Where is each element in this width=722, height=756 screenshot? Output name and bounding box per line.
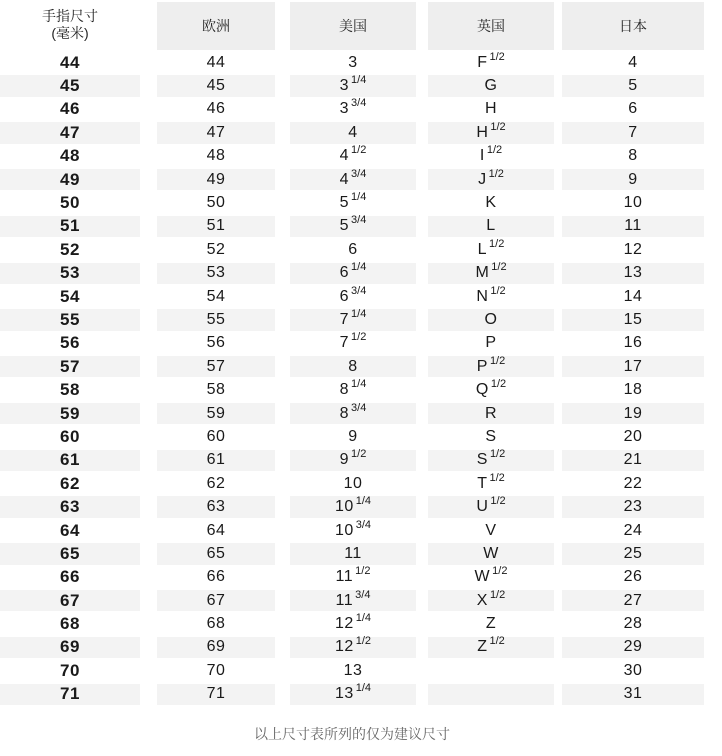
size-table-body [0, 51, 722, 706]
cell-uk-letter: W [483, 544, 499, 562]
cell-uk [428, 473, 554, 494]
cell-us-fraction: 1/2 [355, 565, 371, 578]
cell-jp: 14 [623, 287, 643, 305]
cell-jp: 30 [623, 661, 643, 679]
cell-uk-letter: K [485, 194, 497, 212]
cell-us [290, 192, 416, 213]
cell-us-whole: 11 [335, 568, 354, 586]
cell-us [290, 75, 416, 96]
cell-eu: 66 [206, 568, 226, 586]
cell-us [290, 379, 416, 400]
cell-jp: 24 [623, 521, 643, 539]
table-row [0, 472, 722, 495]
cell-eu: 50 [206, 194, 226, 212]
cell-us-fraction: 1/2 [351, 448, 367, 461]
cell-mm: 50 [0, 192, 140, 213]
cell-jp: 17 [562, 356, 704, 377]
cell-eu: 55 [157, 309, 275, 330]
cell-us [290, 473, 416, 494]
cell-us-fraction: 1/4 [355, 495, 372, 508]
cell-jp: 26 [623, 568, 643, 586]
table-row [0, 683, 722, 706]
cell-uk [428, 426, 554, 447]
cell-eu: 47 [157, 122, 275, 143]
cell-uk [428, 122, 554, 143]
cell-uk-letter: O [484, 310, 498, 328]
cell-mm: 57 [0, 356, 140, 377]
cell-us-whole: 12 [334, 615, 354, 633]
cell-mm: 61 [0, 450, 140, 471]
cell-eu: 68 [206, 615, 226, 633]
cell-uk [428, 567, 554, 588]
table-row [0, 51, 722, 74]
cell-eu: 58 [206, 381, 226, 399]
cell-uk [428, 590, 554, 611]
cell-us [290, 239, 416, 260]
table-row [0, 542, 722, 565]
cell-uk [428, 309, 554, 330]
cell-eu: 63 [157, 496, 275, 517]
cell-us [290, 146, 416, 167]
cell-us [290, 543, 416, 564]
cell-us [290, 660, 416, 681]
cell-us-whole: 3 [339, 77, 350, 95]
cell-us-fraction: 1/4 [351, 74, 367, 87]
cell-eu: 56 [206, 334, 226, 352]
cell-us-whole: 7 [339, 310, 350, 328]
cell-us-whole: 10 [334, 521, 354, 539]
cell-us-whole: 13 [343, 661, 363, 679]
cell-us-fraction: 1/2 [351, 331, 367, 344]
cell-mm: 48 [0, 146, 140, 167]
cell-mm: 71 [0, 684, 140, 705]
cell-uk [428, 263, 554, 284]
cell-us-whole: 4 [339, 170, 350, 188]
cell-jp: 13 [562, 263, 704, 284]
table-row [0, 636, 722, 659]
cell-mm: 63 [0, 496, 140, 517]
cell-eu: 51 [157, 216, 275, 237]
table-row [0, 355, 722, 378]
cell-us-fraction: 1/4 [355, 612, 372, 625]
cell-eu: 57 [157, 356, 275, 377]
cell-us [290, 309, 416, 330]
cell-us-whole: 9 [339, 451, 350, 469]
cell-uk [428, 403, 554, 424]
table-row [0, 566, 722, 589]
cell-jp: 31 [562, 684, 704, 705]
cell-us [290, 122, 416, 143]
cell-uk-fraction: 1/2 [490, 120, 506, 133]
cell-uk-letter: H [476, 123, 489, 141]
cell-uk [428, 450, 554, 471]
cell-jp: 7 [562, 122, 704, 143]
cell-uk-fraction: 1/2 [488, 167, 504, 180]
table-row [0, 285, 722, 308]
table-row [0, 168, 722, 191]
cell-us-whole: 4 [339, 147, 350, 165]
table-row [0, 145, 722, 168]
cell-uk-letter: F [477, 53, 488, 71]
header-uk: 英国 [428, 2, 554, 50]
cell-us-fraction: 1/2 [355, 635, 372, 648]
cell-jp: 16 [623, 334, 643, 352]
cell-eu: 49 [157, 169, 275, 190]
cell-mm: 53 [0, 263, 140, 284]
cell-mm: 58 [0, 379, 140, 400]
cell-us-whole: 5 [339, 217, 350, 235]
table-row [0, 402, 722, 425]
cell-jp: 18 [623, 381, 643, 399]
cell-uk [428, 356, 554, 377]
table-row [0, 495, 722, 518]
cell-us-fraction: 1/4 [351, 378, 367, 391]
cell-us [290, 637, 416, 658]
cell-jp: 29 [562, 637, 704, 658]
cell-uk-fraction: 1/2 [489, 588, 506, 601]
cell-mm: 52 [0, 239, 140, 260]
cell-mm: 55 [0, 309, 140, 330]
cell-us-fraction: 3/4 [355, 588, 371, 601]
cell-us-whole: 6 [339, 264, 350, 282]
header-jp: 日本 [562, 2, 704, 50]
cell-us-whole: 3 [339, 100, 350, 118]
cell-us [290, 426, 416, 447]
cell-us [290, 567, 416, 588]
header-finger-size-line1: 手指尺寸 [42, 8, 98, 24]
cell-mm: 68 [0, 613, 140, 634]
cell-us [290, 216, 416, 237]
table-row [0, 121, 722, 144]
cell-us-fraction: 1/4 [351, 261, 367, 274]
cell-us-whole: 8 [339, 381, 350, 399]
cell-mm: 66 [0, 567, 140, 588]
cell-us [290, 356, 416, 377]
cell-us-fraction: 3/4 [351, 284, 367, 297]
cell-uk [428, 684, 554, 705]
cell-uk-letter: H [484, 100, 498, 118]
table-row [0, 378, 722, 401]
cell-us [290, 333, 416, 354]
cell-uk-letter: G [484, 77, 498, 95]
cell-mm: 69 [0, 637, 140, 658]
cell-jp: 23 [562, 496, 704, 517]
cell-eu: 48 [206, 147, 226, 165]
cell-us-fraction: 3/4 [351, 167, 367, 180]
cell-us [290, 169, 416, 190]
cell-jp: 21 [562, 450, 704, 471]
cell-uk-letter: Z [477, 638, 488, 656]
cell-us [290, 520, 416, 541]
cell-jp: 28 [623, 615, 643, 633]
cell-eu: 71 [157, 684, 275, 705]
table-row [0, 425, 722, 448]
cell-us-whole: 6 [339, 287, 350, 305]
cell-mm: 45 [0, 75, 140, 96]
cell-eu: 53 [157, 263, 275, 284]
cell-mm: 54 [0, 286, 140, 307]
cell-uk-fraction: 1/2 [491, 261, 507, 274]
cell-us-whole: 12 [334, 638, 354, 656]
table-row [0, 191, 722, 214]
cell-uk-fraction: 1/2 [489, 635, 505, 648]
cell-us-whole: 10 [343, 474, 363, 492]
cell-uk [428, 543, 554, 564]
cell-uk-fraction: 1/2 [486, 144, 503, 157]
cell-uk-letter: X [476, 591, 488, 609]
cell-us-fraction: 1/4 [351, 191, 367, 204]
cell-mm: 70 [0, 660, 140, 681]
cell-eu: 65 [157, 543, 275, 564]
cell-us-whole: 13 [334, 685, 354, 703]
header-finger-size-unit: (毫米) [51, 25, 89, 41]
table-row [0, 98, 722, 121]
cell-uk [428, 520, 554, 541]
cell-jp: 10 [623, 194, 643, 212]
cell-eu: 54 [206, 287, 226, 305]
cell-uk-letter: P [476, 357, 488, 375]
cell-us-whole: 3 [348, 53, 358, 71]
cell-uk-letter: Q [475, 381, 489, 399]
cell-uk [428, 496, 554, 517]
cell-uk [428, 192, 554, 213]
cell-us-fraction: 3/4 [351, 214, 367, 227]
cell-jp: 9 [562, 169, 704, 190]
cell-eu: 67 [157, 590, 275, 611]
cell-mm: 56 [0, 333, 140, 354]
cell-uk-letter: J [478, 170, 487, 188]
cell-jp: 25 [562, 543, 704, 564]
cell-us [290, 286, 416, 307]
cell-us-whole: 11 [335, 591, 354, 609]
cell-uk [428, 613, 554, 634]
cell-us-fraction: 1/4 [351, 307, 367, 320]
cell-us-whole: 9 [348, 427, 358, 445]
cell-uk-letter: I [479, 147, 485, 165]
cell-uk [428, 286, 554, 307]
cell-mm: 59 [0, 403, 140, 424]
cell-eu: 60 [206, 427, 226, 445]
table-row [0, 238, 722, 261]
table-row [0, 519, 722, 542]
cell-eu: 69 [157, 637, 275, 658]
cell-uk [428, 99, 554, 120]
cell-jp: 6 [628, 100, 638, 118]
header-eu: 欧洲 [157, 2, 275, 50]
table-row [0, 449, 722, 472]
cell-jp: 4 [628, 53, 638, 71]
cell-us [290, 403, 416, 424]
cell-uk-letter: M [475, 264, 490, 282]
cell-mm: 67 [0, 590, 140, 611]
cell-us-whole: 7 [339, 334, 350, 352]
cell-uk-letter: U [476, 498, 489, 516]
cell-uk-fraction: 1/2 [489, 354, 506, 367]
cell-us-fraction: 1/2 [351, 144, 367, 157]
cell-eu: 70 [206, 661, 226, 679]
cell-uk-fraction: 1/2 [490, 495, 506, 508]
cell-jp: 20 [623, 427, 643, 445]
cell-eu: 64 [206, 521, 226, 539]
cell-us-fraction: 3/4 [355, 518, 372, 531]
cell-eu: 44 [206, 53, 226, 71]
cell-uk [428, 333, 554, 354]
cell-eu: 62 [206, 474, 226, 492]
cell-uk [428, 660, 554, 681]
cell-jp: 15 [562, 309, 704, 330]
table-row [0, 262, 722, 285]
cell-us [290, 52, 416, 73]
cell-eu: 45 [157, 75, 275, 96]
cell-us [290, 590, 416, 611]
cell-jp: 11 [562, 216, 704, 237]
cell-us-whole: 8 [339, 404, 350, 422]
header-us: 美国 [290, 2, 416, 50]
cell-uk [428, 379, 554, 400]
cell-uk-fraction: 1/2 [489, 471, 505, 484]
cell-uk-fraction: 1/2 [492, 565, 508, 578]
cell-uk-fraction: 1/2 [490, 378, 507, 391]
cell-uk-letter: L [477, 240, 488, 258]
cell-mm: 49 [0, 169, 140, 190]
table-row [0, 74, 722, 97]
cell-eu: 59 [157, 403, 275, 424]
cell-us [290, 450, 416, 471]
cell-us [290, 263, 416, 284]
cell-us-whole: 4 [348, 123, 358, 141]
table-row [0, 308, 722, 331]
cell-mm: 64 [0, 520, 140, 541]
cell-mm: 51 [0, 216, 140, 237]
cell-jp: 22 [623, 474, 643, 492]
cell-mm: 65 [0, 543, 140, 564]
cell-uk-letter: V [485, 521, 497, 539]
cell-uk-letter: P [485, 334, 497, 352]
cell-uk-letter: N [476, 287, 489, 305]
cell-us-whole: 6 [348, 240, 358, 258]
cell-uk [428, 216, 554, 237]
cell-eu: 46 [206, 100, 226, 118]
cell-uk-fraction: 1/2 [489, 237, 505, 250]
cell-uk-letter: Z [485, 615, 497, 633]
cell-mm: 47 [0, 122, 140, 143]
cell-uk [428, 146, 554, 167]
cell-uk-letter: L [486, 217, 496, 235]
cell-uk [428, 75, 554, 96]
header-finger-size [0, 5, 140, 45]
cell-uk-letter: W [474, 568, 491, 586]
cell-jp: 5 [562, 75, 704, 96]
cell-uk-fraction: 1/2 [490, 284, 506, 297]
table-row [0, 589, 722, 612]
cell-mm: 46 [0, 99, 140, 120]
cell-uk-letter: R [484, 404, 498, 422]
cell-us-whole: 10 [334, 498, 354, 516]
cell-uk-letter: T [477, 474, 488, 492]
cell-us [290, 496, 416, 517]
cell-jp: 12 [623, 240, 643, 258]
table-row [0, 612, 722, 635]
cell-us-fraction: 3/4 [351, 401, 367, 414]
cell-mm: 60 [0, 426, 140, 447]
cell-jp: 19 [562, 403, 704, 424]
cell-us [290, 99, 416, 120]
cell-uk-fraction: 1/2 [489, 448, 506, 461]
cell-us-whole: 8 [348, 357, 358, 375]
cell-us [290, 684, 416, 705]
table-row [0, 659, 722, 682]
cell-uk-letter: S [485, 427, 497, 445]
cell-mm: 62 [0, 473, 140, 494]
table-row [0, 332, 722, 355]
cell-us-fraction: 1/4 [355, 682, 372, 695]
cell-us [290, 613, 416, 634]
cell-jp: 8 [628, 147, 638, 165]
table-row [0, 215, 722, 238]
cell-uk [428, 239, 554, 260]
cell-uk [428, 52, 554, 73]
cell-uk [428, 169, 554, 190]
cell-uk [428, 637, 554, 658]
cell-uk-fraction: 1/2 [489, 50, 505, 63]
cell-eu: 61 [157, 450, 275, 471]
cell-us-whole: 11 [344, 544, 362, 562]
footnote: 以上尺寸表所列的仅为建议尺寸 [254, 726, 450, 742]
cell-us-fraction: 3/4 [351, 97, 367, 110]
cell-mm: 44 [0, 52, 140, 73]
cell-uk-letter: S [476, 451, 488, 469]
cell-jp: 27 [562, 590, 704, 611]
cell-eu: 52 [206, 240, 226, 258]
cell-us-whole: 5 [339, 194, 350, 212]
